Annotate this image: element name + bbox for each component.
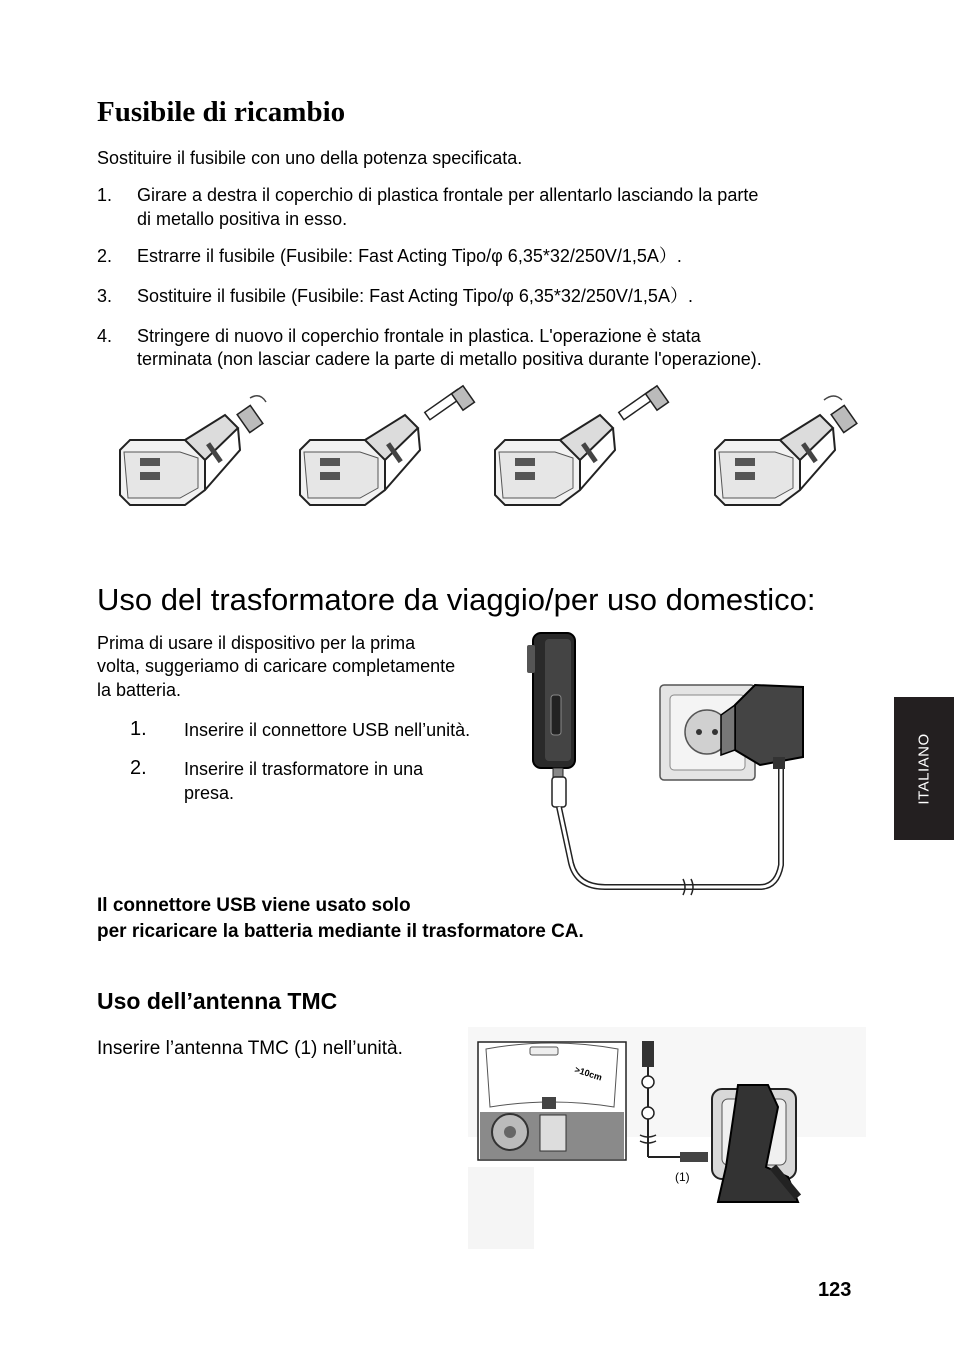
usb-note-line-1: Il connettore USB viene usato solo (97, 895, 411, 916)
fuse-step-3-line1: Sostituire il fusibile (Fusibile: Fast Acting Tipo/φ 6,35*32/250V/1,5A）. (137, 286, 693, 306)
adapter-intro-line-2: volta, suggeriamo di caricare completamente (97, 656, 456, 676)
adapter-step-2-num: 2. (130, 757, 147, 779)
fuse-step-2-num: 2. (97, 246, 113, 266)
fuse-step-1-line2: di metallo positiva in esso. (137, 209, 348, 229)
tmc-instruction: Inserire l’antenna TMC (1) nell’unità. (97, 1038, 403, 1059)
fuse-step-4-line2: terminata (non lasciar cadere la parte di metallo positiva durante l'operazione). (137, 349, 762, 369)
tmc-illustration (468, 1027, 868, 1252)
fuse-step-4-num: 4. (97, 326, 113, 346)
adapter-section-title: Uso del trasformatore da viaggio/per uso domestico: (97, 582, 816, 617)
fuse-illustration-strip (110, 380, 870, 520)
fuse-intro: Sostituire il fusibile con uno della potenza specificata. (97, 148, 523, 168)
fuse-step-3-num: 3. (97, 286, 113, 306)
tmc-section-title: Uso dell’antenna TMC (97, 988, 338, 1014)
adapter-step-1-num: 1. (130, 718, 147, 740)
adapter-step-2-line2: presa. (184, 783, 235, 803)
adapter-step-1-line1: Inserire il connettore USB nell’unità. (184, 720, 471, 740)
language-side-tab (894, 697, 954, 840)
fuse-section-title: Fusibile di ricambio (97, 96, 346, 128)
language-side-tab-label: ITALIANO (915, 732, 933, 805)
fuse-step-1-num: 1. (97, 185, 113, 205)
usb-note-line-2: per ricaricare la batteria mediante il trasformatore CA. (97, 921, 584, 942)
page-number: 123 (818, 1279, 852, 1301)
adapter-step-2-line1: Inserire il trasformatore in una (184, 759, 424, 779)
tmc-part-label: (1) (675, 1170, 690, 1184)
fuse-step-2-line1: Estrarre il fusibile (Fusibile: Fast Acting Tipo/φ 6,35*32/250V/1,5A）. (137, 246, 682, 266)
charger-illustration (525, 625, 815, 905)
fuse-step-1-line1: Girare a destra il coperchio di plastica frontale per allentarlo lasciando la parte (137, 185, 759, 205)
tmc-distance-label: >10cm (573, 1064, 604, 1083)
fuse-step-4-line1: Stringere di nuovo il coperchio frontale in plastica. L'operazione è stata (137, 326, 701, 346)
adapter-intro-line-3: la batteria. (97, 680, 182, 700)
adapter-intro-line-1: Prima di usare il dispositivo per la prima (97, 633, 416, 653)
